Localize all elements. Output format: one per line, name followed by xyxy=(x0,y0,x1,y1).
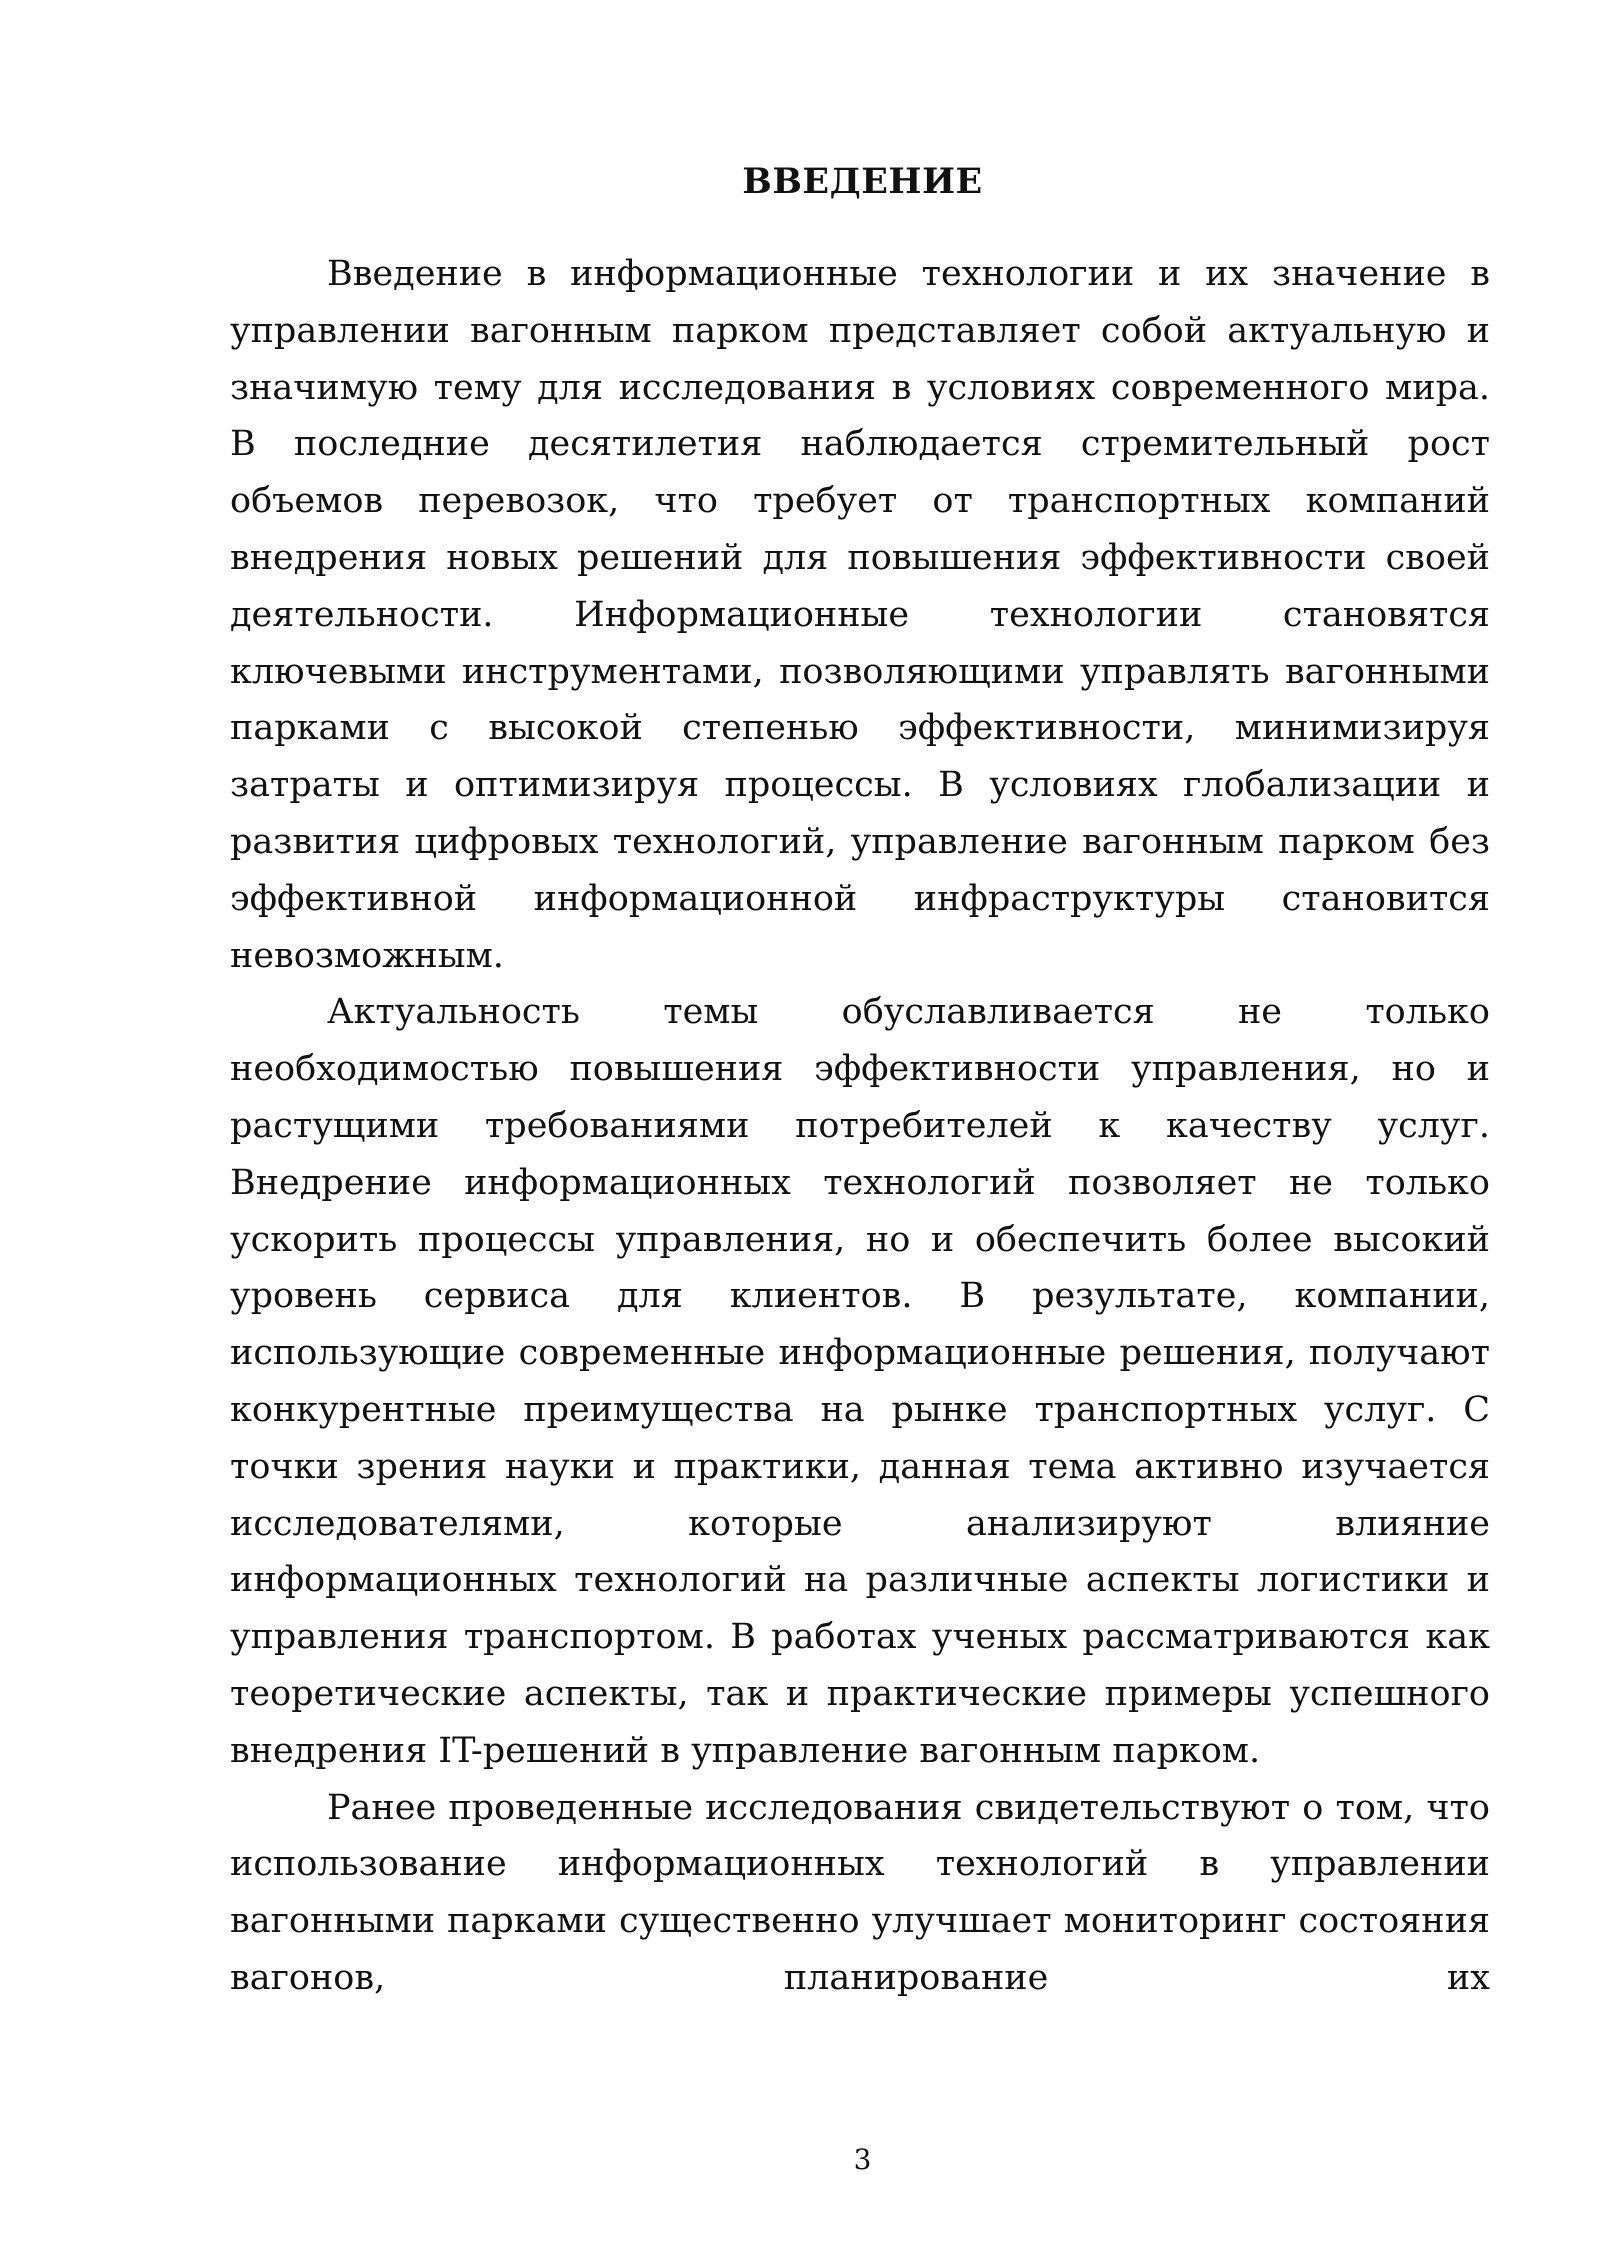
paragraph-intro: Введение в информационные технологии и их значение в управлении вагонным парком представляет собой актуальную и значимую тему для исследования в условиях современного мира. В последние десятилетия наблюдается стремительный рост объемов перевозок, что требует от транспортных компаний внедрения новых решений для повышения эффективности своей деятельности. Информационные технологии становятся ключевыми инструментами, позволяющими управлять вагонными парками с высокой степенью эффективности, минимизируя затраты и оптимизируя процессы. В условиях глобализации и развития цифровых технологий, управление вагонным парком без эффективной информационной инфраструктуры становится невозможным. xyxy=(230,254,1490,976)
paragraph-relevance: Актуальность темы обуславливается не только необходимостью повышения эффективности управления, но и растущими требованиями потребителей к качеству услуг. Внедрение информационных технологий позволяет не только ускорить процессы управления, но и обеспечить более высокий уровень сервиса для клиентов. В результате, компании, использующие современные информационные решения, получают конкурентные преимущества на рынке транспортных услуг. С точки зрения науки и практики, данная тема активно изучается исследователями, которые анализируют влияние информационных технологий на различные аспекты логистики и управления транспортом. В работах ученых рассматриваются как теоретические аспекты, так и практические примеры успешного внедрения IT-решений в управление вагонным парком. xyxy=(230,992,1490,1771)
body-text xyxy=(230,246,1490,2007)
section-heading: ВВЕДЕНИЕ xyxy=(742,161,983,202)
paragraph-prior-research: Ранее проведенные исследования свидетельствуют о том, что использование информационных технологий в управлении вагонными парками существенно улучшает мониторинг состояния вагонов, планирование их xyxy=(230,1787,1490,1998)
page-number: 3 xyxy=(853,2143,872,2176)
